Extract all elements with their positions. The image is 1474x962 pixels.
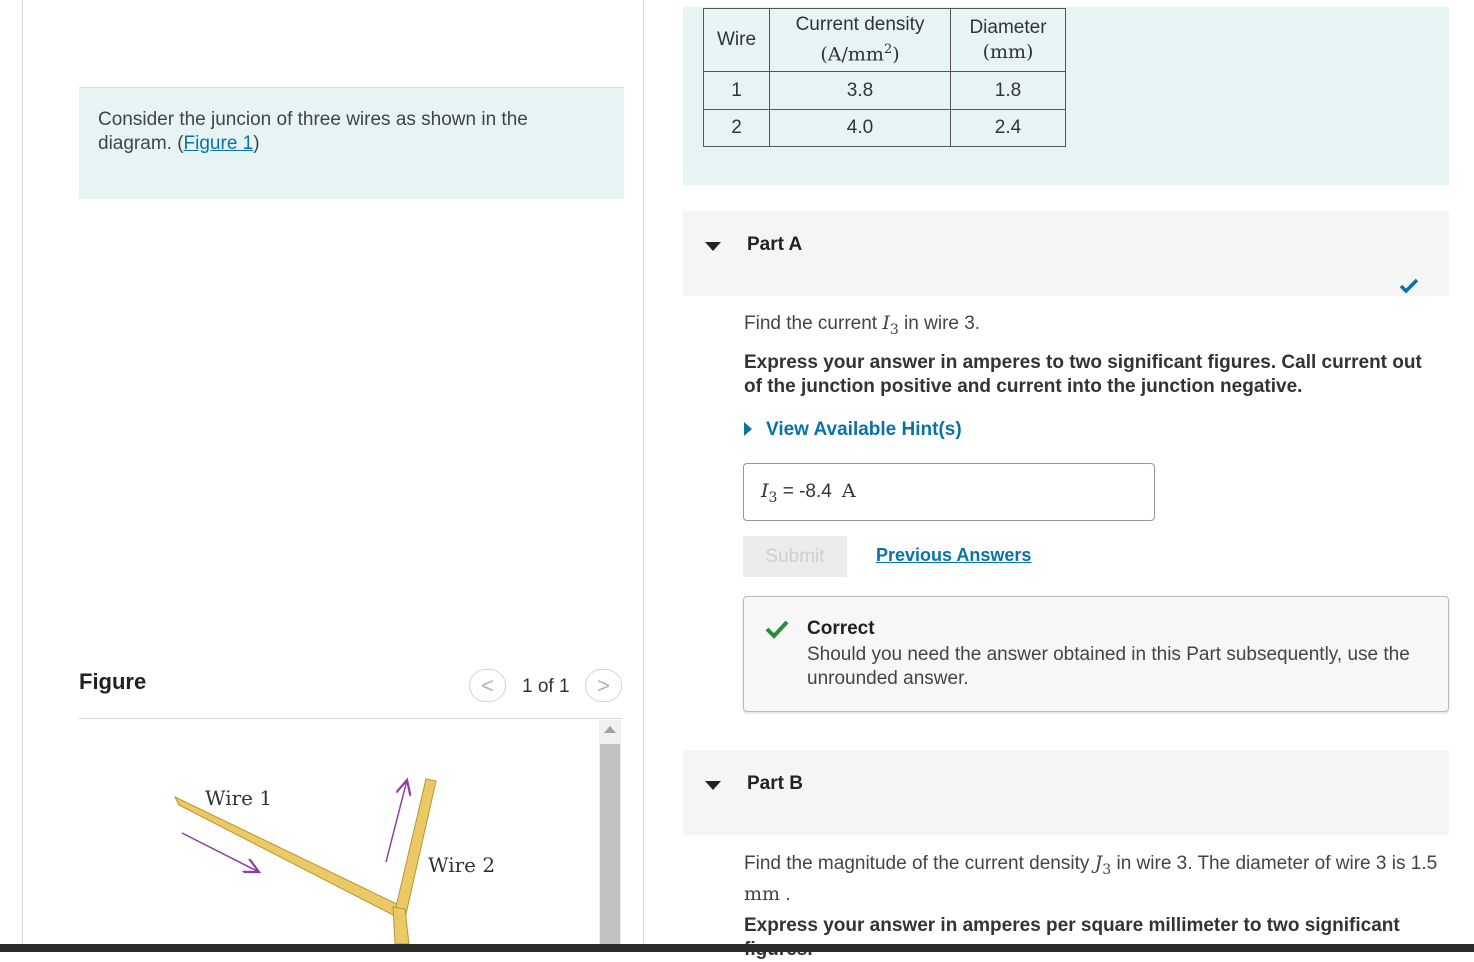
cell-current-density: 3.8 bbox=[770, 72, 951, 110]
part-b-question: Find the magnitude of the current density $J_3$ in wire 3. The diameter of wire 3 is 1.5 mm . bbox=[744, 852, 1438, 905]
cell-wire: 2 bbox=[704, 110, 770, 147]
part-b-label: Part B bbox=[747, 773, 803, 794]
pager-next-button[interactable] bbox=[585, 669, 622, 702]
wire-junction-figure bbox=[79, 719, 597, 944]
table-row bbox=[704, 72, 1066, 110]
wire-2-label: Wire 2 bbox=[428, 853, 496, 877]
intro-text: Consider the juncion of three wires as shown in the diagram. ( bbox=[98, 109, 528, 154]
part-a-header[interactable] bbox=[683, 211, 1449, 296]
figure-title: Figure bbox=[79, 669, 147, 694]
chevron-left-icon: < bbox=[481, 672, 494, 698]
part-b-instruction: Express your answer in amperes per square millimeter to two significant bbox=[744, 915, 1400, 936]
scroll-up-icon[interactable] bbox=[604, 726, 616, 733]
chevron-right-icon: > bbox=[597, 672, 610, 698]
bottom-bar bbox=[0, 944, 1474, 952]
part-a-question: Find the current $I_3$ in wire 3. bbox=[744, 312, 981, 338]
pane-divider[interactable] bbox=[643, 0, 644, 944]
cell-current-density: 4.0 bbox=[770, 110, 951, 147]
answer-field[interactable]: $I_3 = -8.4$ A bbox=[743, 463, 1155, 521]
previous-answers-link[interactable]: Previous Answers bbox=[876, 545, 1032, 565]
wire-1-label: Wire 1 bbox=[205, 786, 273, 810]
header-current-density-label: Current density bbox=[795, 14, 925, 36]
check-icon bbox=[1399, 278, 1419, 294]
caret-down-icon[interactable] bbox=[705, 242, 721, 251]
submit-button[interactable]: Submit bbox=[743, 536, 847, 577]
cell-wire: 1 bbox=[704, 72, 770, 110]
pager-prev-button[interactable] bbox=[469, 669, 506, 702]
intro-close: ) bbox=[253, 133, 260, 154]
cell-diameter: 1.8 bbox=[951, 72, 1066, 110]
correct-check-icon bbox=[764, 619, 790, 639]
scroll-thumb[interactable] bbox=[600, 744, 620, 944]
part-b-header[interactable] bbox=[683, 750, 1449, 835]
wire-data-table bbox=[703, 8, 1066, 147]
answer-unit: A bbox=[841, 480, 856, 502]
header-current-density bbox=[770, 9, 951, 72]
left-border bbox=[22, 0, 23, 944]
caret-right-icon bbox=[744, 422, 752, 436]
figure-link[interactable]: Figure 1 bbox=[183, 133, 254, 154]
caret-down-icon[interactable] bbox=[705, 781, 721, 790]
part-a-label: Part A bbox=[747, 234, 803, 255]
feedback-message: Should you need the answer obtained in this Part subsequently, use the unrounded answer. bbox=[807, 644, 1410, 689]
view-hints-toggle[interactable] bbox=[744, 419, 962, 441]
table-header-row bbox=[704, 9, 1066, 72]
feedback-title: Correct bbox=[807, 618, 875, 639]
answer-value[interactable]: -8.4 bbox=[799, 481, 832, 502]
wire-1-shape bbox=[175, 797, 403, 917]
wire-2-shape bbox=[395, 779, 436, 914]
header-wire: Wire bbox=[704, 9, 770, 72]
wire-2-arrow bbox=[386, 780, 407, 862]
header-diameter bbox=[951, 9, 1066, 72]
header-current-density-unit: $(A/mm^2)$ bbox=[820, 42, 900, 66]
cell-diameter: 2.4 bbox=[951, 110, 1066, 147]
pager-count: 1 of 1 bbox=[522, 676, 570, 697]
hint-label: View Available Hint(s) bbox=[766, 419, 962, 440]
intro-box bbox=[79, 87, 624, 199]
table-row bbox=[704, 110, 1066, 147]
header-diameter-label: Diameter bbox=[969, 17, 1047, 38]
feedback-box bbox=[743, 596, 1449, 712]
part-a-instruction: Express your answer in amperes to two significant figures. Call current out of the junction positive and current into the junction negative. bbox=[744, 352, 1422, 397]
header-diameter-unit: (mm) bbox=[982, 41, 1034, 63]
